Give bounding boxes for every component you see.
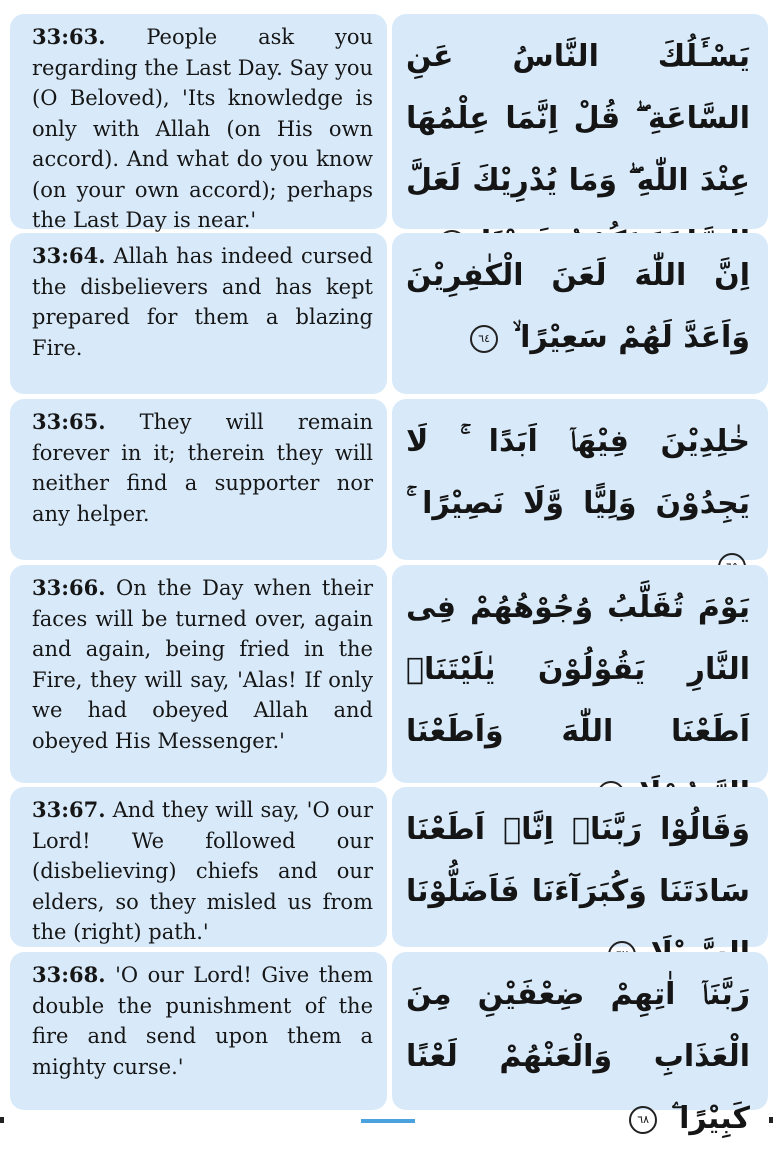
- translation-cell: [10, 787, 387, 947]
- verse-row-64: [8, 233, 766, 394]
- translation-cell: [10, 399, 387, 560]
- translation-cell: [10, 233, 387, 394]
- translation-body: 'O our Lord! Give them double the punishment of the fire and send upon them a mighty curse.': [32, 963, 373, 1079]
- arabic-text: [406, 964, 750, 1150]
- arabic-body: يَوْمَ تُقَلَّبُ وُجُوْهُهُمْ فِى النَّارِ يَقُوْلُوْنَ يٰلَيْتَنَاۤ اَطَعْنَا اللّٰهَ وَاَطَعْنَا: [406, 590, 750, 749]
- verse-ref: 33:65.: [32, 409, 106, 434]
- translation-text: [32, 407, 373, 529]
- translation-text: [32, 22, 373, 236]
- verse-ref: 33:66.: [32, 575, 106, 600]
- verse-ref: 33:68.: [32, 962, 106, 987]
- verse-row-67: [8, 787, 766, 947]
- corner-mark-right: [769, 1117, 773, 1123]
- verse-ref: 33:63.: [32, 24, 106, 49]
- arabic-body: يَسْـَٔلُكَ النَّاسُ عَنِ السَّاعَةِ ۖ قُلْ اِنَّمَا عِلْمُهَا عِنْدَ اللّٰهِ ۖ وَمَا يُدْرِيْكَ لَعَلَّ: [406, 39, 750, 198]
- translation-cell: [10, 14, 387, 232]
- translation-cell: [10, 565, 387, 783]
- verse-ref: 33:64.: [32, 243, 106, 268]
- verse-row-66: [8, 565, 766, 783]
- translation-text: [32, 241, 373, 363]
- translation-text: [32, 795, 373, 948]
- translation-text: [32, 960, 373, 1082]
- arabic-cell: [392, 565, 768, 783]
- corner-mark-left: [0, 1117, 4, 1123]
- verse-ref: 33:67.: [32, 797, 106, 822]
- translation-body: They will remain forever in it; therein they will neither find a supporter nor any helper.: [32, 410, 373, 526]
- translation-body: And they will say, 'O our Lord! We followed our (disbelieving) chiefs and our elders, so they misled us from the (right) path.': [32, 798, 373, 944]
- translation-cell: [10, 952, 387, 1110]
- verse-number-marker: ٦٨: [629, 1106, 657, 1134]
- arabic-body: رَبَّنَاۤ اٰتِهِمْ ضِعْفَيْنِ مِنَ الْعَذَابِ وَالْعَنْهُمْ لَعْنًا كَبِيْرًا ۧ: [406, 977, 750, 1136]
- page-footer-bar: [361, 1119, 415, 1123]
- verse-row-65: [8, 399, 766, 560]
- verse-row-63: [8, 14, 766, 232]
- translation-body: Allah has indeed cursed the disbelievers and has kept prepared for them a blazing Fire.: [32, 244, 373, 360]
- arabic-text: [406, 245, 750, 369]
- arabic-body: وَقَالُوْا رَبَّنَاۤ اِنَّاۤ اَطَعْنَا سَادَتَنَا وَكُبَرَآءَنَا فَاَضَلُّوْنَا: [406, 812, 750, 909]
- verse-number-marker: ٦٤: [470, 325, 498, 353]
- arabic-cell: [392, 14, 768, 229]
- arabic-body: اِنَّ اللّٰهَ لَعَنَ الْكٰفِرِيْنَ وَاَعَدَّ لَهُمْ سَعِيْرًا ۙ: [406, 258, 750, 355]
- translation-text: [32, 573, 373, 756]
- translation-body: People ask you regarding the Last Day. Say you (O Beloved), 'Its knowledge is only with Allah (on His own accord). And what do you know (on your own accord); perhaps the Last Day is near.': [32, 25, 373, 232]
- arabic-body: خٰلِدِيْنَ فِيْهَاۤ اَبَدًا ۚ لَا يَجِدُوْنَ وَلِيًّا وَّلَا نَصِيْرًا ۚ: [406, 424, 750, 521]
- arabic-cell: [392, 952, 768, 1136]
- verse-row-68: [8, 952, 766, 1136]
- translation-body: On the Day when their faces will be turned over, again and again, being fried in the Fire, they will say, 'Alas! If only we had obeyed Allah and obeyed His Messenger.': [32, 576, 373, 753]
- arabic-cell: [392, 233, 768, 394]
- arabic-cell: [392, 787, 768, 947]
- arabic-cell: [392, 399, 768, 560]
